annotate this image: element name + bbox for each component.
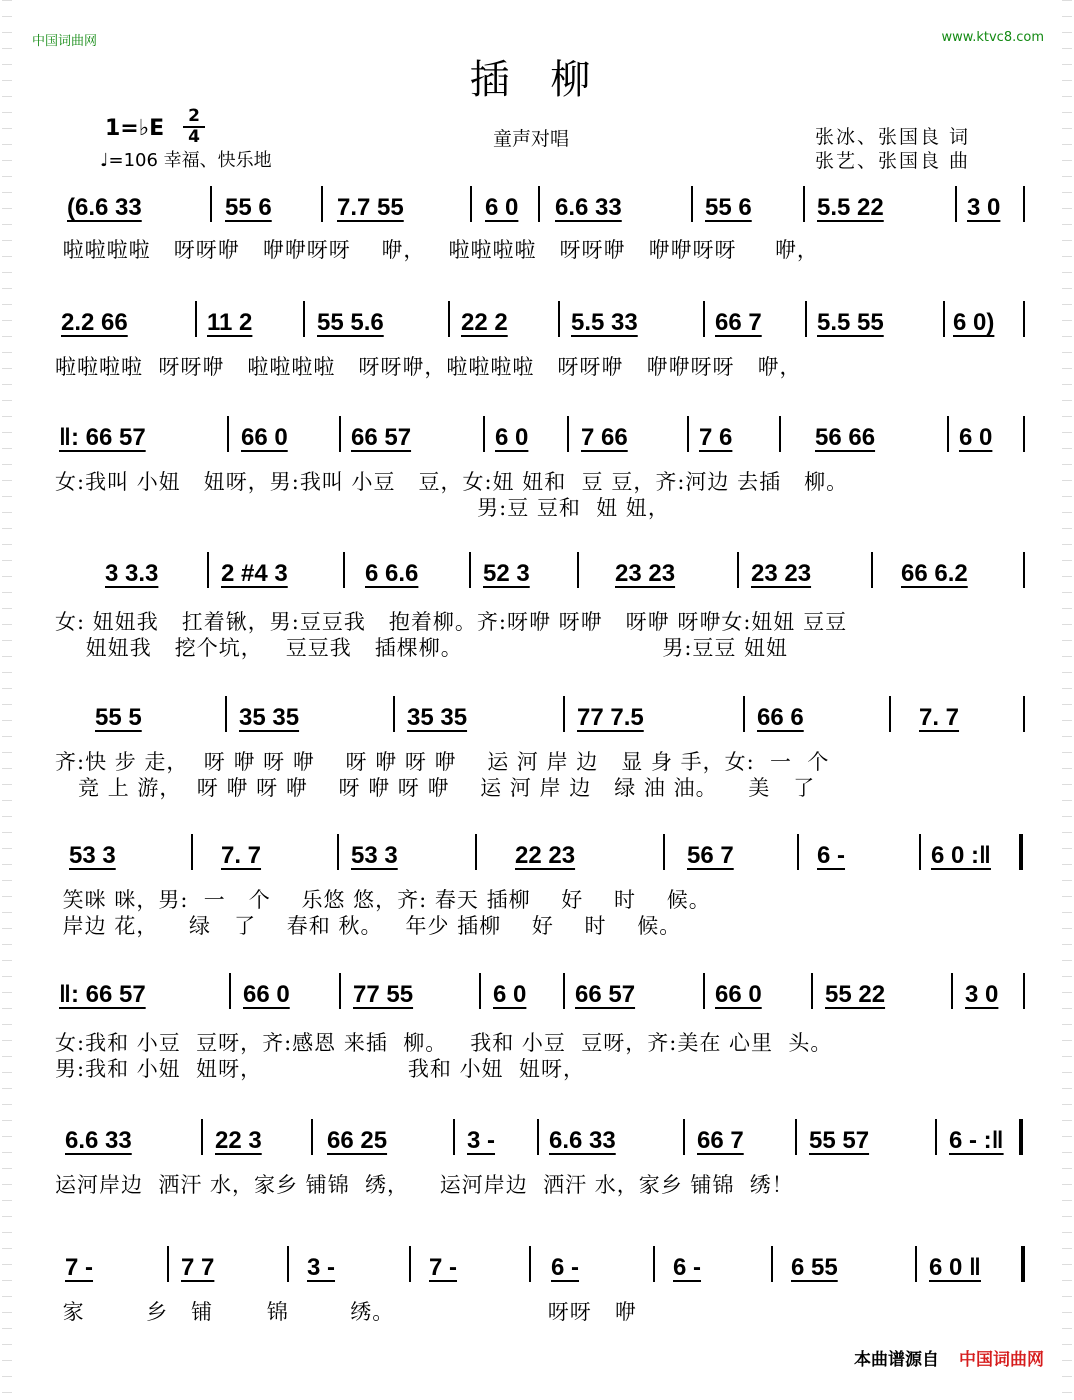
measure-notes: 5.5 33 (571, 309, 638, 336)
tempo-marking: ♩=106 幸福、快乐地 (100, 150, 272, 171)
lyric-line: 男:豆 豆和 妞 妞， (55, 496, 670, 520)
barline (683, 1119, 685, 1155)
barline (1023, 973, 1025, 1009)
measure-notes: 6 - (673, 1254, 702, 1281)
measure-notes: 66 0 (715, 981, 762, 1008)
meter-bottom: 4 (188, 127, 200, 147)
barline (529, 1246, 531, 1282)
barline (393, 696, 395, 732)
barline (558, 301, 560, 337)
score-system-3 (55, 410, 1030, 525)
barline (409, 1246, 411, 1282)
footer-source (854, 1345, 1044, 1370)
measure-notes: 55 22 (825, 981, 886, 1008)
lyricist-credit: 张冰、张国良 词 (815, 126, 971, 148)
barline (653, 1246, 655, 1282)
lyric-line: 笑咪 咪，男: 一 个 乐悠 悠，齐: 春天 插柳 好 时 候。 (55, 888, 711, 912)
measure-notes: 22 2 (461, 309, 508, 336)
measure-notes: 66 57 (351, 424, 412, 451)
barline (743, 696, 745, 732)
barline (167, 1246, 169, 1282)
measure-notes: 66 0 (243, 981, 290, 1008)
notation-row (55, 410, 1030, 458)
measure-notes: 6 - :‖ (949, 1127, 1004, 1154)
measure-notes: 7 6 (699, 424, 733, 451)
measure-notes: 6 0 (493, 981, 527, 1008)
score-system-6 (55, 828, 1030, 943)
measure-notes: 3 - (467, 1127, 496, 1154)
measure-notes: 6 0 (485, 194, 519, 221)
lyric-line: 岸边 花， 绿 了 春和 秋。 年少 插柳 好 时 候。 (55, 914, 682, 938)
lyric-line: 啦啦啦啦 呀呀咿 啦啦啦啦 呀呀咿，啦啦啦啦 呀呀咿 咿咿呀呀 咿， (55, 355, 802, 379)
measure-notes: 7 - (65, 1254, 94, 1281)
page-edge-right (1062, 0, 1072, 1400)
barline (935, 1119, 937, 1155)
barline (201, 1119, 203, 1155)
lyric-line: 家 乡 铺 锦 绣。 呀呀 咿 (55, 1300, 637, 1324)
barline (563, 696, 565, 732)
barline (191, 834, 193, 870)
barline (538, 186, 540, 222)
measure-notes: 66 6 (757, 704, 804, 731)
measure-notes: 6.6 33 (555, 194, 622, 221)
measure-notes: 53 3 (69, 842, 116, 869)
lyric-line: 男:我和 小妞 妞呀， 我和 小妞 妞呀， (55, 1057, 585, 1081)
measure-notes: 3 0 (965, 981, 999, 1008)
barline (339, 973, 341, 1009)
score-system-4 (55, 546, 1030, 664)
barline (470, 186, 472, 222)
barline (225, 696, 227, 732)
barline (889, 696, 891, 732)
repeat-barline (1019, 1119, 1023, 1155)
barline (1023, 696, 1025, 732)
score-system-9 (55, 1240, 1030, 1340)
measure-notes: 22 3 (215, 1127, 262, 1154)
barline (919, 834, 921, 870)
barline (943, 301, 945, 337)
measure-notes: 56 7 (687, 842, 734, 869)
measure-notes: 7 66 (581, 424, 628, 451)
barline (1023, 552, 1025, 588)
barline (1023, 416, 1025, 452)
measure-notes: 11 2 (207, 309, 253, 336)
measure-notes: 6.6 33 (549, 1127, 616, 1154)
measure-notes: 55 6 (225, 194, 272, 221)
score-system-1 (55, 180, 1030, 280)
notation-row (55, 1240, 1030, 1288)
measure-notes: 7.7 55 (337, 194, 404, 221)
barline (475, 834, 477, 870)
measure-notes: 23 23 (751, 560, 812, 587)
score-system-5 (55, 690, 1030, 805)
measure-notes: 55 5 (95, 704, 142, 731)
barline (951, 973, 953, 1009)
measure-notes: 6 0) (953, 309, 995, 336)
barline (737, 552, 739, 588)
measure-notes: 2.2 66 (61, 309, 128, 336)
page-edge-left (2, 0, 12, 1400)
barline (797, 834, 799, 870)
barline (287, 1246, 289, 1282)
measure-notes: 55 5.6 (317, 309, 384, 336)
measure-notes: 6 55 (791, 1254, 838, 1281)
composer-credit: 张艺、张国良 曲 (815, 150, 971, 172)
barline (483, 416, 485, 452)
measure-notes: 66 25 (327, 1127, 388, 1154)
notation-row (55, 546, 1030, 594)
score-system-2 (55, 295, 1030, 395)
notation-row (55, 828, 1030, 876)
notation-row (55, 295, 1030, 343)
footer-source-name[interactable]: 中国词曲网 (959, 1350, 1044, 1370)
performance-style: 童声对唱 (493, 128, 570, 150)
measure-notes: 3 3.3 (105, 560, 159, 587)
barline (811, 973, 813, 1009)
measure-notes: 7. 7 (221, 842, 262, 869)
barline (343, 552, 345, 588)
barline (195, 301, 197, 337)
notation-row (55, 1113, 1030, 1161)
measure-notes: 66 0 (241, 424, 288, 451)
site-url-right[interactable]: www.ktvc8.com (941, 30, 1044, 45)
measure-notes: 6 0 (495, 424, 529, 451)
measure-notes: 53 3 (351, 842, 398, 869)
measure-notes: 5.5 55 (817, 309, 884, 336)
barline (469, 552, 471, 588)
barline (947, 416, 949, 452)
barline (577, 552, 579, 588)
measure-notes: 35 35 (407, 704, 468, 731)
measure-notes: 6.6 33 (65, 1127, 132, 1154)
meter-top: 2 (188, 106, 200, 126)
lyric-line: 啦啦啦啦 呀呀咿 咿咿呀呀 咿， 啦啦啦啦 呀呀咿 咿咿呀呀 咿， (55, 238, 819, 262)
barline (955, 186, 957, 222)
measure-notes: 66 7 (715, 309, 762, 336)
measure-notes: 66 57 (575, 981, 636, 1008)
barline (687, 416, 689, 452)
barline (795, 1119, 797, 1155)
barline (703, 301, 705, 337)
barline (915, 1246, 917, 1282)
barline (479, 973, 481, 1009)
measure-notes: 7 7 (181, 1254, 215, 1281)
measure-notes: 52 3 (483, 560, 530, 587)
measure-notes: 66 7 (697, 1127, 744, 1154)
measure-notes: (6.6 33 (67, 194, 142, 221)
measure-notes: 22 23 (515, 842, 576, 869)
measure-notes: 3 0 (967, 194, 1001, 221)
lyric-line: 女:我和 小豆 豆呀，齐:感恩 来插 柳。 我和 小豆 豆呀，齐:美在 心里 头。 (55, 1031, 833, 1055)
measure-notes: 6 0 ‖ (929, 1254, 981, 1281)
barline (567, 416, 569, 452)
barline (563, 973, 565, 1009)
measure-notes: 23 23 (615, 560, 676, 587)
barline (1023, 301, 1025, 337)
barline (210, 186, 212, 222)
barline (311, 1119, 313, 1155)
barline (663, 834, 665, 870)
lyric-line: 女: 妞妞我 扛着锹，男:豆豆我 抱着柳。齐:呀咿 呀咿 呀咿 呀咿女:妞妞 豆豆 (55, 610, 848, 634)
barline (321, 186, 323, 222)
measure-notes: 6 0 :‖ (931, 842, 991, 869)
measure-notes: ‖: 66 57 (59, 981, 146, 1008)
measure-notes: 6 6.6 (365, 560, 419, 587)
barline (227, 416, 229, 452)
lyric-line: 女:我叫 小妞 妞呀，男:我叫 小豆 豆，女:妞 妞和 豆 豆，齐:河边 去插 柳。 (55, 470, 849, 494)
barline (303, 301, 305, 337)
barline (803, 186, 805, 222)
lyric-line: 妞妞我 挖个坑， 豆豆我 插棵柳。 男:豆豆 妞妞 (55, 636, 789, 660)
site-name-left[interactable]: 中国词曲网 (32, 34, 98, 49)
barline (337, 834, 339, 870)
measure-notes: 6 - (551, 1254, 580, 1281)
barline (1023, 186, 1025, 222)
barline (805, 301, 807, 337)
measure-notes: 5.5 22 (817, 194, 884, 221)
barline (339, 416, 341, 452)
barline (537, 1119, 539, 1155)
notation-row (55, 967, 1030, 1015)
measure-notes: 35 35 (239, 704, 300, 731)
time-signature (183, 108, 205, 146)
score-system-8 (55, 1113, 1030, 1213)
footer-source-label: 本曲谱源自 (854, 1350, 939, 1370)
notation-row (55, 180, 1030, 228)
measure-notes: 7. 7 (919, 704, 960, 731)
measure-notes: 6 0 (959, 424, 993, 451)
lyric-line: 竞 上 游， 呀 咿 呀 咿 呀 咿 呀 咿 运 河 岸 边 绿 油 油。 美 了 (55, 776, 816, 800)
barline (703, 973, 705, 1009)
measure-notes: 3 - (307, 1254, 336, 1281)
repeat-barline (1019, 834, 1023, 870)
barline (779, 416, 781, 452)
measure-notes: 55 57 (809, 1127, 870, 1154)
barline (771, 1246, 773, 1282)
song-title: 插 柳 (469, 57, 605, 103)
barline (448, 301, 450, 337)
barline (871, 552, 873, 588)
measure-notes: 77 7.5 (577, 704, 644, 731)
measure-notes: 7 - (429, 1254, 458, 1281)
measure-notes: ‖: 66 57 (59, 424, 146, 451)
barline (453, 1119, 455, 1155)
measure-notes: 6 - (817, 842, 846, 869)
final-barline (1021, 1246, 1025, 1282)
lyric-line: 运河岸边 洒汗 水，家乡 铺锦 绣， 运河岸边 洒汗 水，家乡 铺锦 绣！ (55, 1173, 794, 1197)
barline (207, 552, 209, 588)
barline (229, 973, 231, 1009)
key-signature: 1=♭E (105, 116, 165, 141)
lyric-line: 齐:快 步 走， 呀 咿 呀 咿 呀 咿 呀 咿 运 河 岸 边 显 身 手，女: 一 个 (55, 750, 830, 774)
barline (691, 186, 693, 222)
measure-notes: 77 55 (353, 981, 414, 1008)
measure-notes: 66 6.2 (901, 560, 968, 587)
measure-notes: 56 66 (815, 424, 876, 451)
score-system-7 (55, 967, 1030, 1082)
measure-notes: 2 #4 3 (221, 560, 288, 587)
notation-row (55, 690, 1030, 738)
measure-notes: 55 6 (705, 194, 752, 221)
